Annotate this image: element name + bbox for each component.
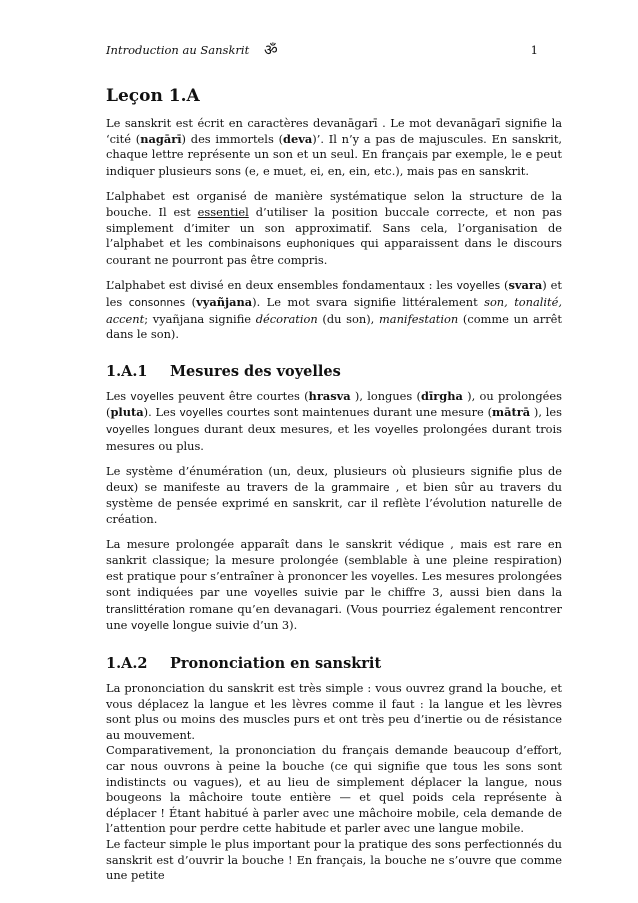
- text-run: ), longues (: [350, 388, 421, 403]
- text-run: Les: [106, 388, 131, 403]
- term-bold: svara: [508, 278, 543, 293]
- lesson-title: Leçon 1.A: [106, 86, 200, 106]
- text-run: romane qu’en devanagari. (Vous pourriez également rencontrer une: [106, 601, 562, 633]
- section-title: Prononciation en sanskrit: [170, 655, 382, 673]
- text-run: , et bien sûr au travers du système de pensée exprimé en sanskrit, car il reflète l’évolution naturelle de création.: [106, 479, 562, 526]
- glossary-term: voyelle: [131, 620, 169, 633]
- glossary-term: voyelles: [130, 390, 174, 403]
- glossary-term: voyelles: [179, 407, 223, 420]
- text-run: ), les: [530, 405, 562, 420]
- text-run: L’alphabet est divisé en deux ensembles fondamentaux : les: [106, 278, 457, 293]
- text-run: (: [185, 294, 197, 309]
- text-run: . Les mesures prolongées sont indiquées par une: [106, 568, 562, 600]
- text-run: (comme un arrêt dans le son).: [106, 311, 562, 342]
- term-bold: deva: [283, 131, 313, 146]
- underlined-term: essentiel: [197, 204, 249, 219]
- section2-paragraph-2: Comparativement, la prononciation du français demande beaucoup d’effort, car nous ouvrons à peine la bouche (ce qui signifie que tous les sons sont indistincts ou vagues), et au lieu de simplement déplacer la langue, nous bougeons la mâchoire toute entière — et quel poids cela représente à déplacer ! Étant habitué à parler avec une mâchoire mobile, cela demande de l’attention pour perdre cette habitude et parler avec une langue mobile.: [106, 743, 562, 836]
- text-run: suivie par le chiffre 3, aussi bien dans la: [297, 585, 562, 600]
- text-run: peut indiquer plusieurs sons (e, e muet, ei, en, ein, etc.), mais pas en sanskrit.: [106, 147, 562, 178]
- text-run: Le système d’énumération (un, deux, plusieurs où plusieurs signifie plus de deux) se manifeste au travers de la: [106, 464, 562, 494]
- section-title: Mesures des voyelles: [170, 362, 341, 380]
- intro-paragraph-1: [106, 116, 562, 179]
- glossary-term: translittération: [106, 603, 186, 616]
- section-heading-1: [106, 363, 562, 381]
- term-bold: pluta: [110, 405, 144, 420]
- italic-phrase: décoration: [255, 311, 318, 326]
- glossary-term: voyelles: [254, 587, 298, 600]
- glossary-term: voyelles: [371, 570, 415, 583]
- page-number: 1: [530, 43, 538, 57]
- section-number: 1.A.2: [106, 655, 148, 673]
- text-run: ). Les: [143, 405, 180, 420]
- text-run: longues durant deux mesures, et les: [149, 421, 375, 436]
- text-run: peuvent être courtes (: [173, 388, 309, 403]
- term-bold: nagārī: [140, 131, 182, 146]
- section2-paragraph-3: Le facteur simple le plus important pour la pratique des sons perfectionnés du sanskrit est d’ouvrir la bouche ! En français, la bouche ne s’ouvre que comme une petite: [106, 836, 562, 883]
- text-run: ; vyañjana signifie: [144, 311, 256, 326]
- text-run: (du son),: [317, 311, 379, 326]
- text-run: Le sanskrit est écrit en caractères devanāgarī . Le mot devanāgarī signifie la ‘cité (: [106, 116, 562, 146]
- text-run: (: [500, 278, 509, 293]
- section2-paragraph-1: La prononciation du sanskrit est très simple : vous ouvrez grand la bouche, et vous déplacez la langue et les lèvres comme il faut : la langue et les lèvres sont plus ou moins des muscles purs et ont très peu d’inertie ou de résistance au mouvement.: [106, 681, 562, 742]
- om-symbol: ॐ: [264, 41, 278, 59]
- text-run: ). Le mot svara signifie littéralement: [252, 294, 485, 309]
- text-run: longue suivie d’un 3).: [169, 618, 298, 633]
- glossary-term: combinaisons euphoniques: [208, 238, 355, 251]
- term-bold: vyañjana: [196, 294, 253, 309]
- intro-paragraph-3: [106, 278, 562, 342]
- running-header: [106, 43, 538, 63]
- text-run: qui apparaissent dans le discours courant ne pourront pas être compris.: [106, 236, 562, 267]
- intro-paragraph-2: [106, 189, 562, 268]
- term-bold: hrasva: [308, 388, 351, 403]
- italic-phrase: son, tonalité, accent: [106, 294, 562, 326]
- section1-paragraph-1: [106, 389, 562, 454]
- section1-paragraph-3: [106, 537, 562, 635]
- text-run: )’. Il n’y a pas de majuscules. En sanskrit, chaque lettre représente un son et un seul. En français par exemple, le: [106, 131, 563, 162]
- glossary-term: voyelles: [456, 280, 501, 293]
- text-run: ), ou prolongées (: [106, 388, 563, 420]
- page-content: [106, 86, 562, 884]
- glossary-term: consonnes: [128, 296, 186, 309]
- glossary-term: grammaire: [331, 481, 390, 494]
- glossary-term: voyelles: [106, 423, 150, 436]
- text-run: courtes sont maintenues durant une mesure (: [222, 405, 493, 420]
- section-number: 1.A.1: [106, 362, 148, 380]
- text-run: La mesure prolongée apparaît dans le sanskrit védique , mais est rare en sankrit classique; la mesure prolongée (semblable à une pleine respiration) est pratique pour s’entraîner à prononcer les: [106, 537, 562, 583]
- section-heading-2: [106, 655, 562, 673]
- text-run: d’utiliser la position buccale correcte, et non pas simplement d’imiter un son approximatif. Sans cela, l’organisation de l’alphabet et les: [106, 204, 562, 251]
- term-bold: dīrgha: [420, 388, 463, 403]
- glossary-term: e: [525, 149, 533, 162]
- italic-phrase: manifestation: [379, 311, 459, 326]
- text-run: ) et les: [106, 278, 562, 309]
- text-run: prolongées durant trois mesures ou plus.: [106, 421, 563, 453]
- header-title: Introduction au Sanskrit: [106, 43, 250, 57]
- section1-paragraph-2: [106, 464, 562, 527]
- text-run: L’alphabet est organisé de manière systématique selon la structure de la bouche. Il est: [106, 189, 562, 219]
- glossary-term: voyelles: [374, 423, 419, 436]
- term-bold: mātrā: [492, 405, 531, 420]
- text-run: ) des immortels (: [181, 131, 284, 146]
